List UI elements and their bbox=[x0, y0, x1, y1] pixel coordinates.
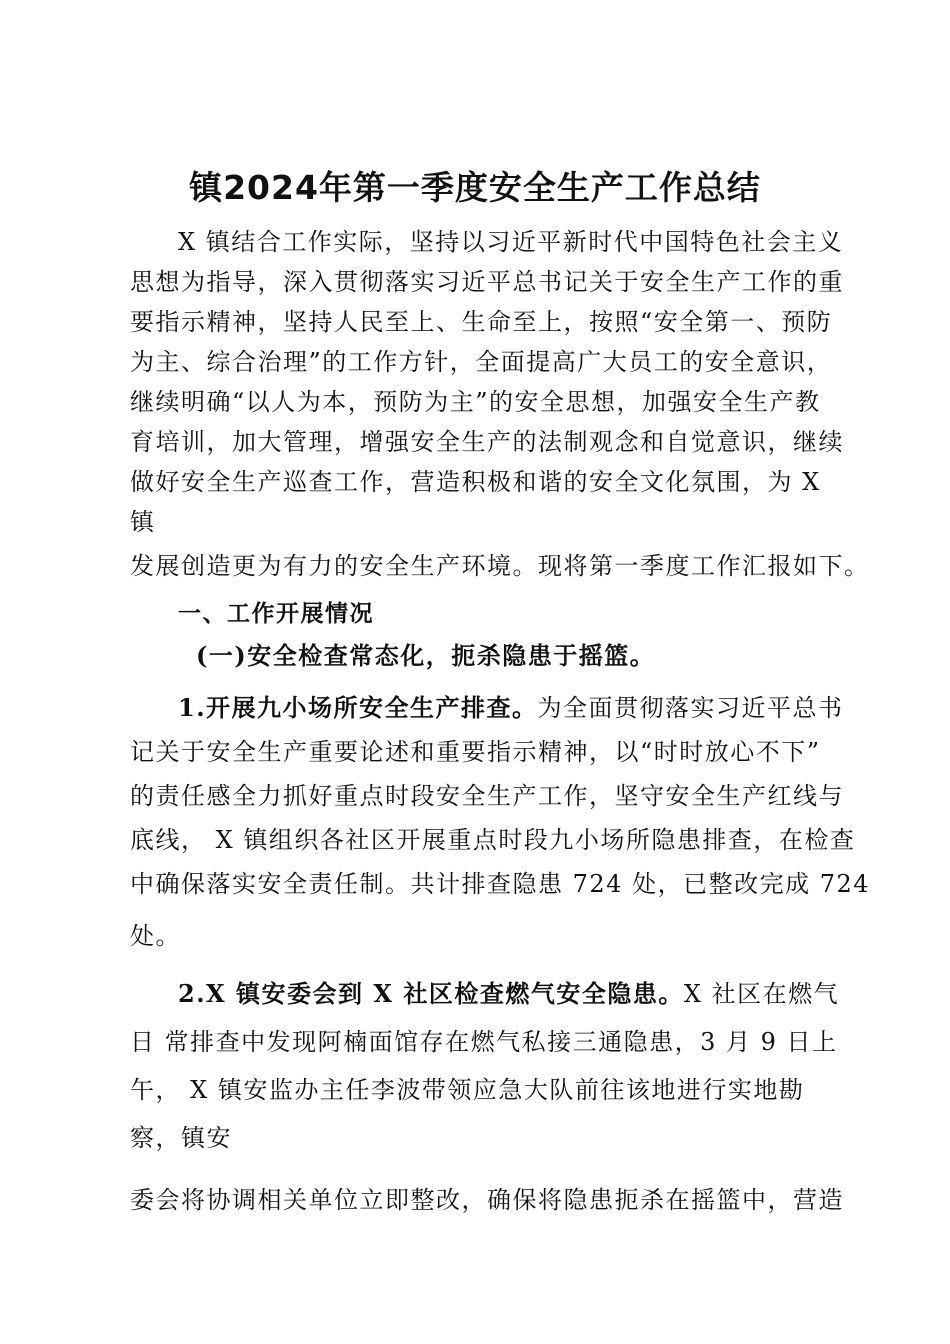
item1-line-3: 的责任感全力抓好重点时段安全生产工作，坚守安全生产红线与 bbox=[130, 782, 844, 810]
item2-title: 2.X 镇安委会到 X 社区检查燃气安全隐患。 bbox=[178, 979, 684, 1008]
item2-line-2: 日 常排查中发现阿楠面馆存在燃气私接三通隐患，3 月 9 日上 bbox=[130, 1028, 838, 1056]
item1-line-2: 记关于安全生产重要论述和重要指示精神，以“时时放心不下” bbox=[130, 738, 821, 766]
item1-line-6: 处。 bbox=[130, 922, 181, 950]
item1-line-5: 中确保落实安全责任制。共计排查隐患 724 处，已整改完成 724 bbox=[130, 870, 871, 898]
item2-line-5: 委会将协调相关单位立即整改，确保将隐患扼杀在摇篮中，营造 bbox=[130, 1186, 844, 1214]
item2-first-line-text: X 社区在燃气 bbox=[683, 980, 840, 1008]
intro-line-6: 育培训，加大管理，增强安全生产的法制观念和自觉意识，继续 bbox=[130, 428, 844, 456]
intro-line-4: 为主、综合治理”的工作方针，全面提高广大员工的安全意识， bbox=[130, 348, 833, 376]
item2-line-4: 察，镇安 bbox=[130, 1124, 232, 1152]
intro-line-9: 发展创造更为有力的安全生产环境。现将第一季度工作汇报如下。 bbox=[130, 552, 870, 580]
item1-line-4: 底线， X 镇组织各社区开展重点时段九小场所隐患排查，在检查 bbox=[130, 826, 856, 854]
intro-line-7: 做好安全生产巡查工作，营造积极和谐的安全文化氛围，为 X bbox=[130, 468, 821, 496]
intro-line-2: 思想为指导，深入贯彻落实习近平总书记关于安全生产工作的重 bbox=[130, 268, 844, 296]
item2-first-line bbox=[178, 974, 898, 1014]
document-title: 镇2024年第一季度安全生产工作总结 bbox=[189, 168, 761, 207]
intro-line-3: 要指示精神，坚持人民至上、生命至上，按照“安全第一、预防 bbox=[130, 308, 833, 336]
item2-line-3: 午， X 镇安监办主任李波带领应急大队前往该地进行实地勘 bbox=[130, 1076, 805, 1104]
item1-first-line-text: 为全面贯彻落实习近平总书 bbox=[537, 694, 844, 722]
intro-line-8: 镇 bbox=[130, 508, 156, 536]
item1-first-line bbox=[178, 688, 898, 728]
intro-line-5: 继续明确“以人为本，预防为主”的安全思想，加强安全生产教 bbox=[130, 388, 821, 416]
section-heading-1: 一、工作开展情况 bbox=[178, 601, 374, 627]
intro-line-1: X 镇结合工作实际，坚持以习近平新时代中国特色社会主义 bbox=[178, 228, 844, 256]
item1-title: 1.开展九小场所安全生产排查。 bbox=[178, 693, 538, 722]
subsection-heading-1: (一)安全检查常态化，扼杀隐患于摇篮。 bbox=[196, 641, 656, 670]
